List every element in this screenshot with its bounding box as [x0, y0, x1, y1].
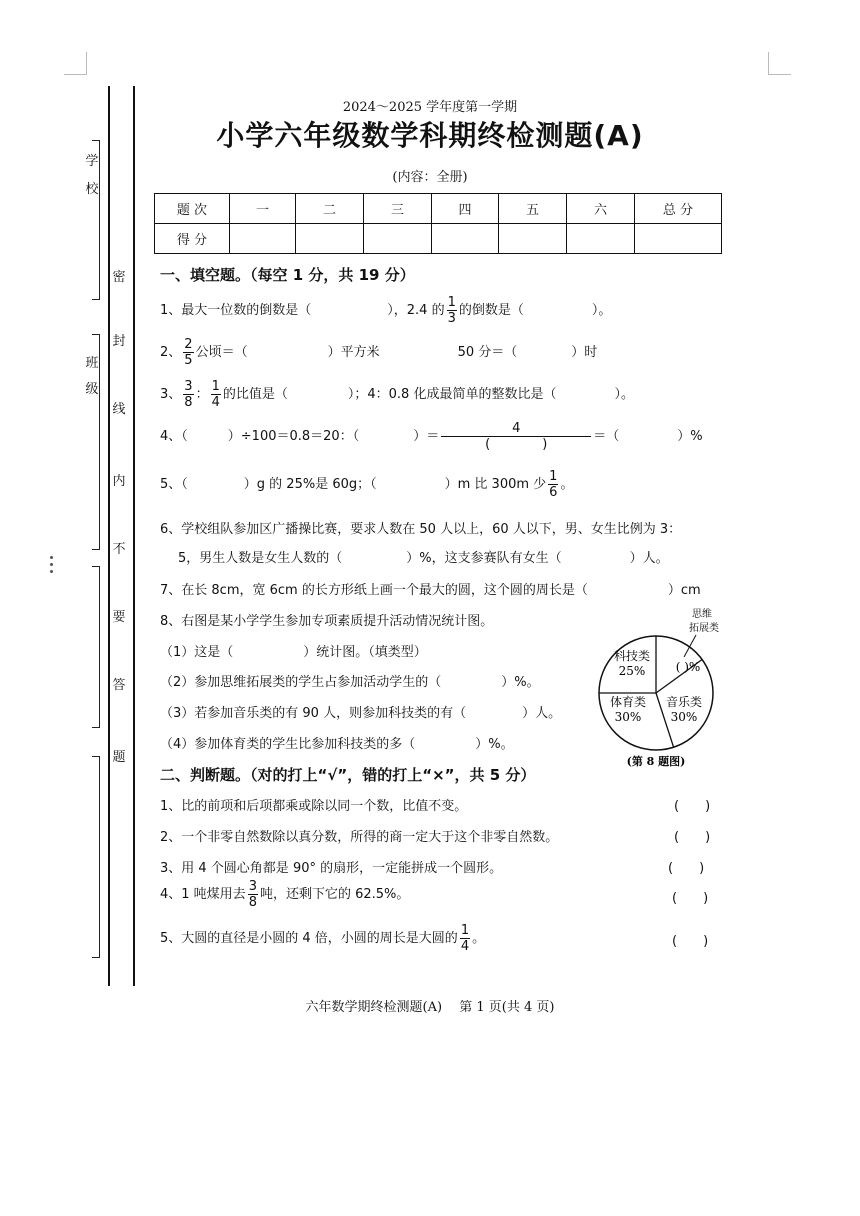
score-input-3[interactable]	[364, 224, 432, 254]
fraction-one-sixth: $\frac{1}{6}$	[549, 469, 558, 500]
seal-char-3: 线	[112, 402, 126, 417]
question-8-2: （2）参加思维拓展类的学生占参加活动学生的（ ）%。	[160, 675, 540, 690]
pie-chart	[590, 605, 730, 770]
margin-label-class-2: 级	[85, 382, 99, 397]
fraction-three-eighths: $\frac{3}{8}$	[184, 379, 193, 410]
score-input-4[interactable]	[432, 224, 499, 254]
question-4: 4、（ ）÷100＝0.8＝20：（ ）＝ $\frac{4}{( )}$ ＝（ ）%	[160, 421, 703, 452]
score-table-score-row	[155, 224, 722, 254]
fraction-one-fourth-q3: $\frac{1}{4}$	[211, 379, 220, 410]
seal-char-7: 答	[112, 678, 126, 693]
question-8: 8、右图是某小学学生参加专项素质提升活动情况统计图。	[160, 614, 494, 629]
judge-5: 5、大圆的直径是小圆的 4 倍，小圆的周长是大圆的 $\frac{1}{4}$ 。	[160, 923, 486, 954]
side-dots	[50, 556, 53, 573]
score-cell-3: 三	[364, 194, 432, 224]
question-5: 5、（ ）g 的 25%是 60g；（ ）m 比 300m 少 $\frac{1}{6}$ 。	[160, 469, 574, 500]
judge-3-answer[interactable]: ( )	[668, 861, 705, 876]
number-bracket	[92, 756, 100, 958]
question-6-line1: 6、学校组队参加区广播操比赛，要求人数在 50 人以上，60 人以下，男、女生比例为 3：	[160, 522, 682, 537]
crop-mark-top-left	[64, 52, 87, 75]
score-input-6[interactable]	[567, 224, 635, 254]
section2-title: 二、判断题。（对的打上“√”，错的打上“×”，共 5 分）	[160, 766, 536, 784]
exam-title: 小学六年级数学科期终检测题(A)	[216, 119, 644, 152]
score-input-total[interactable]	[635, 224, 722, 254]
fraction-four-over-blank: $\frac{4}{( )}$	[441, 422, 591, 451]
judge-2-answer[interactable]: ( )	[674, 830, 711, 845]
pie-leader-line	[684, 635, 696, 657]
judge-4: 4、1 吨煤用去 $\frac{3}{8}$ 吨，还剩下它的 62.5%。	[160, 879, 410, 910]
page-footer: 六年数学期终检测题(A) 第 1 页(共 4 页)	[305, 1000, 555, 1015]
score-input-1[interactable]	[230, 224, 296, 254]
pie-label-science: 科技类	[613, 649, 651, 663]
judge-4-answer[interactable]: ( )	[672, 891, 709, 906]
score-cell-label: 题 次	[155, 194, 230, 224]
binding-line-right	[133, 86, 135, 986]
score-cell-total: 总 分	[635, 194, 722, 224]
pie-caption: (第 8 题图)	[626, 755, 686, 768]
seal-char-6: 要	[112, 610, 126, 625]
judge-5-answer[interactable]: ( )	[672, 934, 709, 949]
score-table	[154, 193, 722, 254]
pie-label-sports: 体育类	[609, 695, 647, 709]
score-row-label: 得 分	[155, 224, 230, 254]
fraction-one-fourth-judge: $\frac{1}{4}$	[460, 923, 470, 954]
score-input-2[interactable]	[296, 224, 364, 254]
question-8-1: （1）这是（ ）统计图。（填类型）	[160, 645, 427, 660]
pie-value-science: 25%	[618, 664, 646, 678]
score-table-header-row	[155, 194, 722, 224]
margin-label-school-2: 校	[85, 182, 99, 197]
score-cell-5: 五	[499, 194, 567, 224]
question-8-3: （3）若参加音乐类的有 90 人，则参加科技类的有（ ）人。	[160, 706, 562, 721]
crop-mark-top-right	[768, 52, 791, 75]
exam-scope: (内容：全册)	[392, 170, 468, 185]
judge-2: 2、一个非零自然数除以真分数，所得的商一定大于这个非零自然数。	[160, 830, 559, 845]
judge-1: 1、比的前项和后项都乘或除以同一个数，比值不变。	[160, 799, 468, 814]
school-year: 2024～2025 学年度第一学期	[342, 100, 518, 115]
score-input-5[interactable]	[499, 224, 567, 254]
seal-char-8: 题	[112, 750, 126, 765]
pie-value-thinking: ( )%	[675, 660, 701, 674]
section1-title: 一、填空题。（每空 1 分，共 19 分）	[160, 266, 415, 284]
seal-char-1: 密	[112, 270, 126, 285]
fraction-three-eighths-judge: $\frac{3}{8}$	[248, 879, 257, 910]
score-cell-2: 二	[296, 194, 364, 224]
seal-char-2: 封	[112, 334, 126, 349]
question-6-line2: 5，男生人数是女生人数的（ ）%，这支参赛队有女生（ ）人。	[178, 551, 669, 566]
seal-char-5: 不	[112, 542, 126, 557]
question-3: 3、 $\frac{3}{8}$ ： $\frac{1}{4}$ 的比值是（ ）；4：0.8 化成最简单的整数比是（ ）。	[160, 379, 634, 410]
score-cell-1: 一	[230, 194, 296, 224]
pie-value-sports: 30%	[614, 710, 642, 724]
seal-char-4: 内	[112, 474, 126, 489]
question-7: 7、在长 8cm，宽 6cm 的长方形纸上画一个最大的圆，这个圆的周长是（ ）cm	[160, 583, 701, 598]
pie-outside-label-1: 思维	[692, 609, 712, 620]
pie-label-music: 音乐类	[665, 695, 703, 709]
score-cell-4: 四	[432, 194, 499, 224]
fraction-one-third: $\frac{1}{3}$	[447, 295, 456, 326]
judge-3: 3、用 4 个圆心角都是 90° 的扇形，一定能拼成一个圆形。	[160, 861, 503, 876]
pie-outside-label-2: 拓展类	[689, 623, 719, 634]
pie-value-music: 30%	[670, 710, 698, 724]
name-bracket	[92, 566, 100, 728]
fraction-two-fifths: $\frac{2}{5}$	[184, 337, 193, 368]
judge-1-answer[interactable]: ( )	[674, 799, 711, 814]
margin-label-school-1: 学	[85, 154, 99, 169]
margin-label-class-1: 班	[85, 356, 99, 371]
question-2: 2、 $\frac{2}{5}$ 公顷＝（ ）平方米 50 分＝（ ）时	[160, 337, 598, 368]
score-cell-6: 六	[567, 194, 635, 224]
question-1: 1、最大一位数的倒数是（ ），2.4 的 $\frac{1}{3}$ 的倒数是（ ）。	[160, 295, 612, 326]
question-8-4: （4）参加体育类的学生比参加科技类的多（ ）%。	[160, 737, 514, 752]
binding-line-left	[108, 86, 110, 986]
